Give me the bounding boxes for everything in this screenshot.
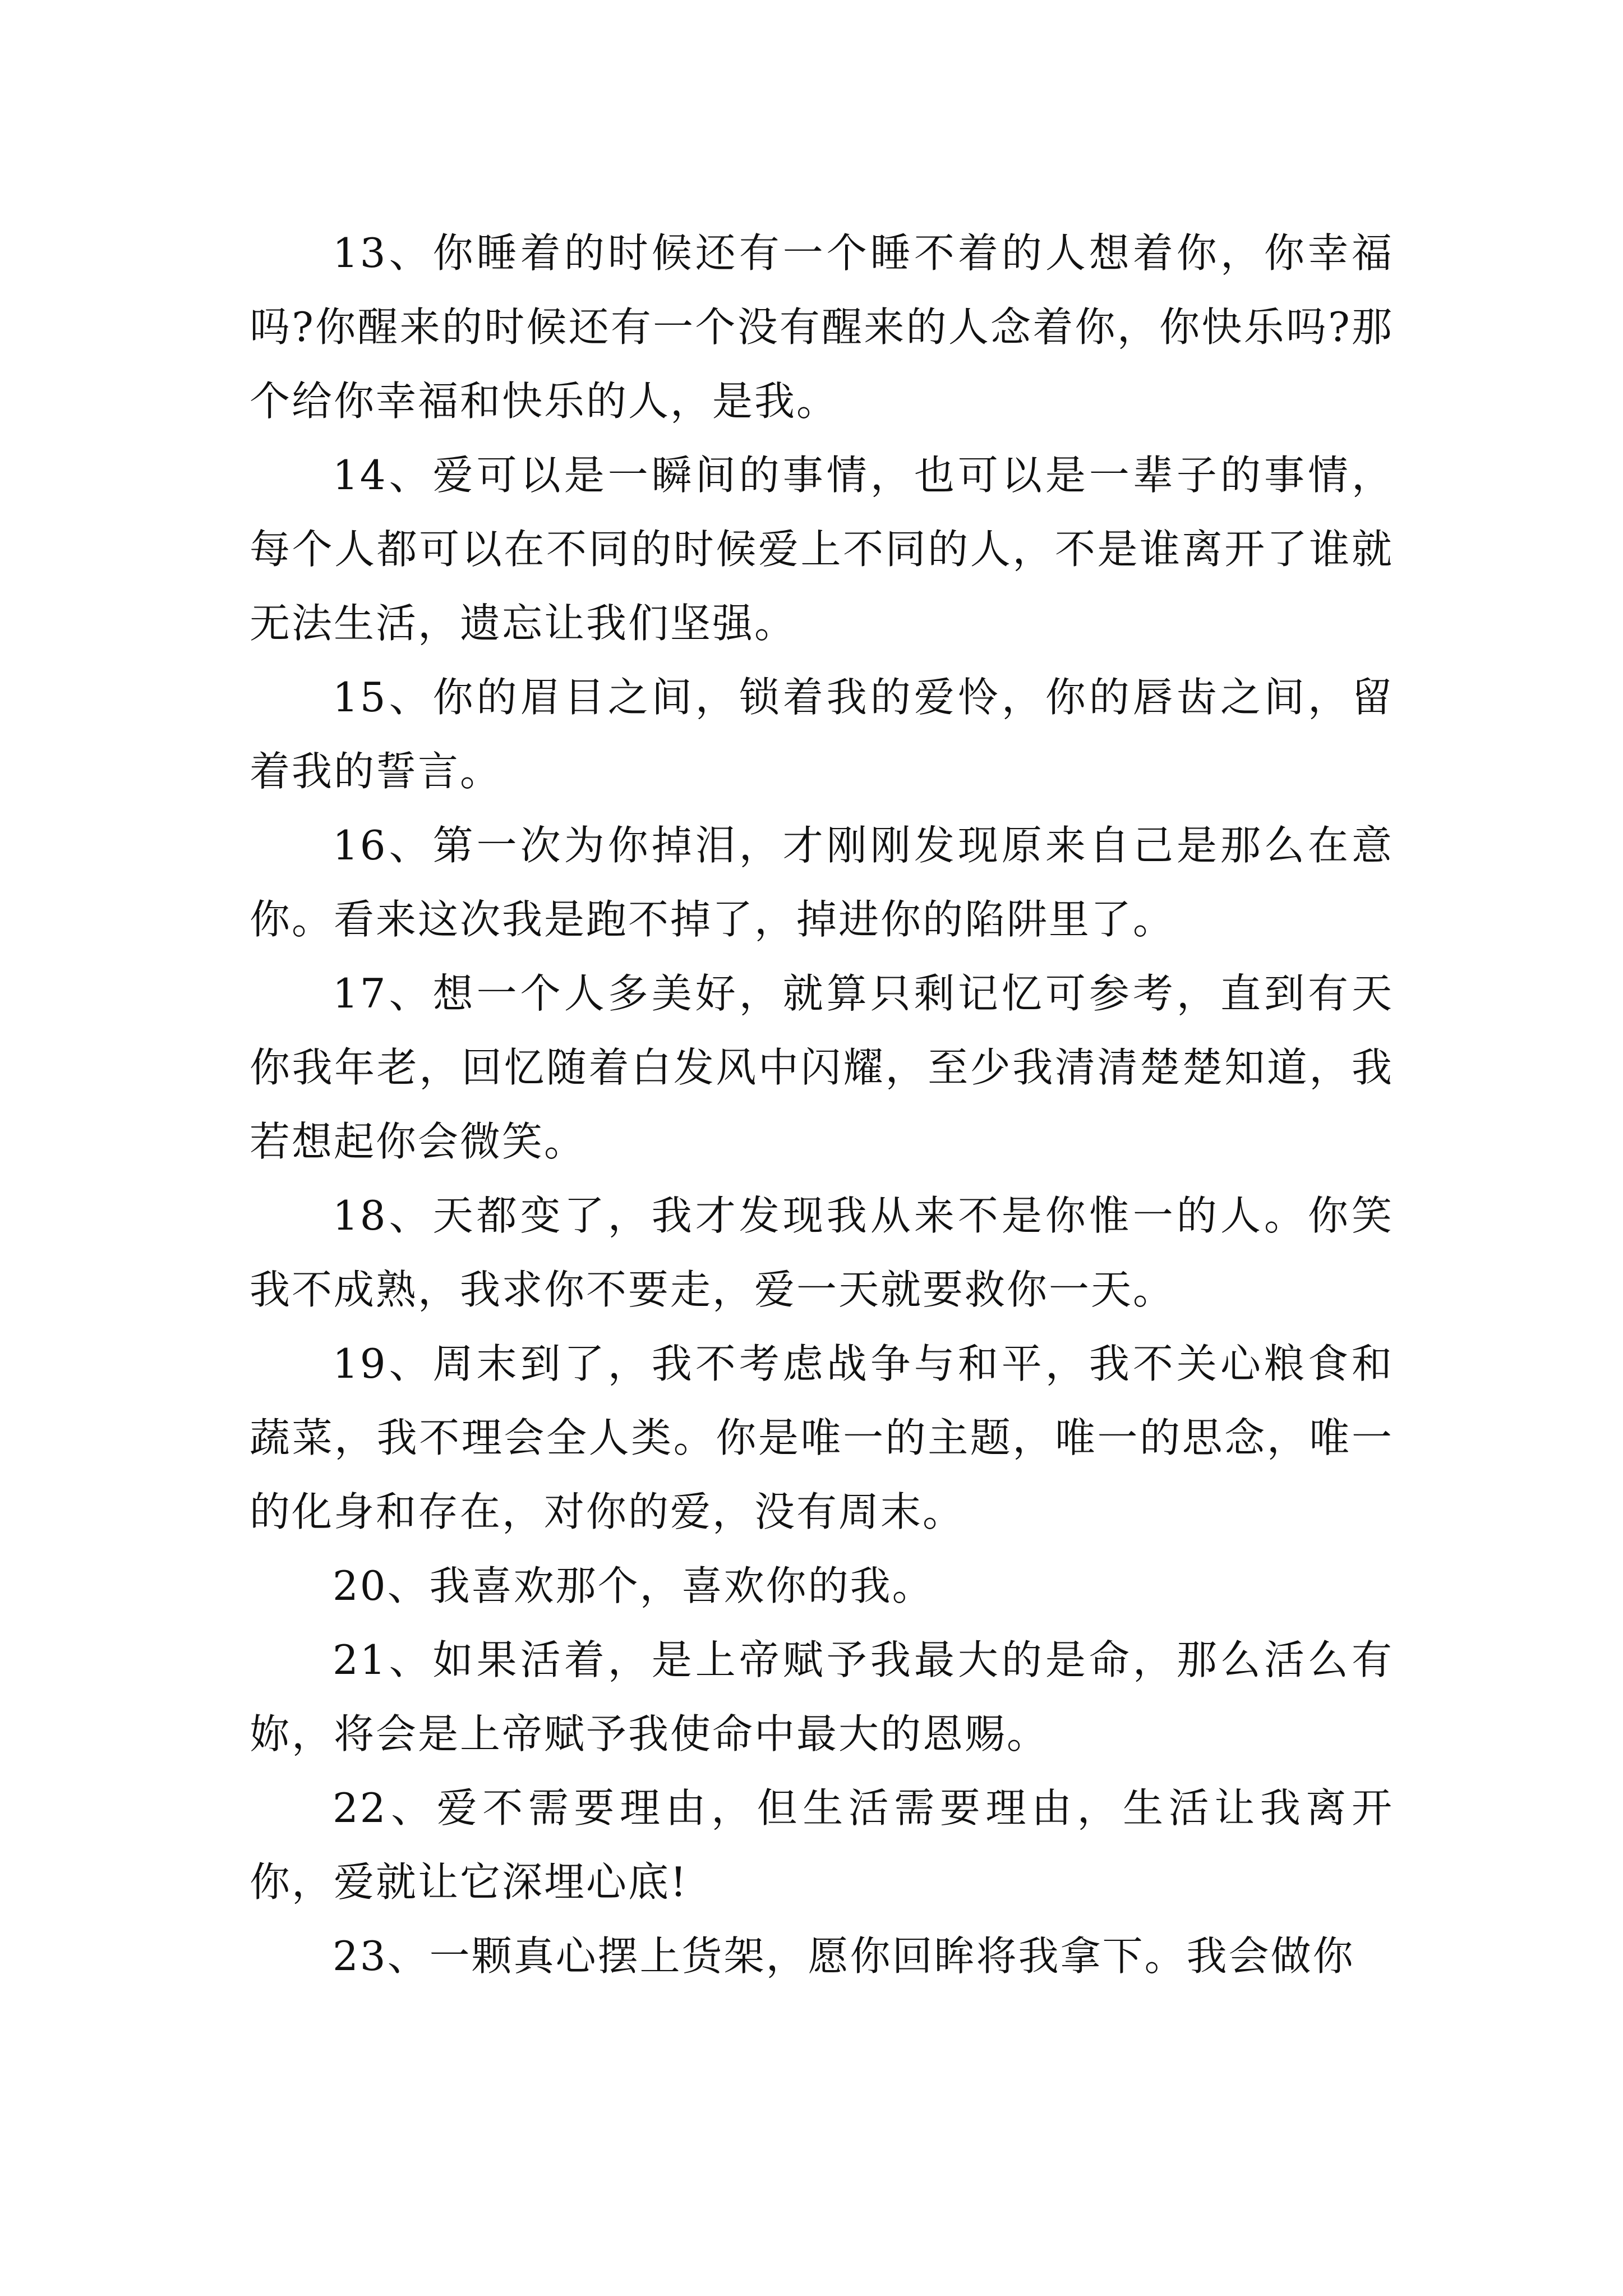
paragraph-18: 18、天都变了，我才发现我从来不是你惟一的人。你笑我不成熟，我求你不要走，爱一天就要救你一天。 [250, 1192, 1394, 1313]
paragraph-19: 19、周末到了，我不考虑战争与和平，我不关心粮食和蔬菜，我不理会全人类。你是唯一的主题，唯一的思念，唯一的化身和存在，对你的爱，没有周末。 [250, 1340, 1394, 1535]
paragraph-13: 13、你睡着的时候还有一个睡不着的人想着你，你幸福吗?你醒来的时候还有一个没有醒来的人念着你，你快乐吗?那个给你幸福和快乐的人，是我。 [250, 229, 1394, 425]
paragraph-22: 22、爱不需要理由，但生活需要理由，生活让我离开你，爱就让它深埋心底! [250, 1784, 1394, 1906]
paragraph-21: 21、如果活着，是上帝赋予我最大的是命，那么活么有妳，将会是上帝赋予我使命中最大的恩赐。 [250, 1636, 1394, 1757]
paragraph-14: 14、爱可以是一瞬间的事情，也可以是一辈子的事情，每个人都可以在不同的时候爱上不同的人，不是谁离开了谁就无法生活，遗忘让我们坚强。 [250, 452, 1394, 647]
paragraph-17: 17、想一个人多美好，就算只剩记忆可参考，直到有天你我年老，回忆随着白发风中闪耀，至少我清清楚楚知道，我若想起你会微笑。 [250, 970, 1394, 1165]
document-body [250, 216, 1394, 1993]
paragraph-20: 20、我喜欢那个，喜欢你的我。 [333, 1562, 934, 1609]
paragraph-15: 15、你的眉目之间，锁着我的爱怜，你的唇齿之间，留着我的誓言。 [250, 674, 1394, 795]
paragraph-23: 23、一颗真心摆上货架，愿你回眸将我拿下。我会做你 [333, 1932, 1355, 1980]
paragraph-16: 16、第一次为你掉泪，才刚刚发现原来自己是那么在意你。看来这次我是跑不掉了，掉进你的陷阱里了。 [250, 822, 1394, 943]
